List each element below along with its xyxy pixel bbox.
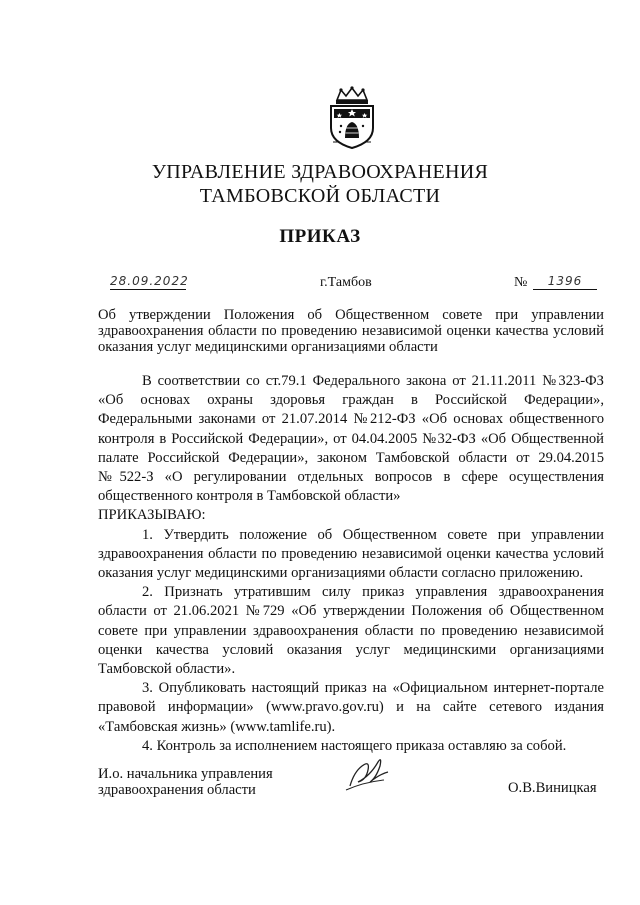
preamble-paragraph: В соответствии со ст.79.1 Федерального закона от 21.11.2011 №323-ФЗ «Об основах охраны здоровья граждан в Российской Федерации», Федеральными законами от 21.07.2014 №212-ФЗ «Об основах общественного контроля в Российской Федерации», от 04.04.2005 №32-ФЗ «Об Общественной палате Российской Федерации», законом Тамбовской области от 29.04.2015 №522-З «О регулировании отдельных вопросов в сфере осуществления общественного контроля в Тамбовской области» [98,373,604,505]
order-word: ПРИКАЗЫВАЮ: [98,507,206,524]
signatory-title-line2: здравоохранения области [98,782,256,798]
signatory-title-line1: И.о. начальника управления [98,766,273,782]
coat-of-arms-icon [325,86,379,150]
signatory-title [98,766,273,798]
date-field [110,272,189,290]
city-label: г.Тамбов [320,275,372,290]
document-type-title: ПРИКАЗ [279,226,361,247]
order-item-4: 4. Контроль за исполнением настоящего приказа оставляю за собой. [142,737,567,754]
number-sign: № [514,275,528,290]
number-value: 1396 [547,274,583,288]
order-item-3: 3. Опубликовать настоящий приказ на «Официальном интернет-портале правовой информации» (www.pravo.gov.ru) и на сайте сетевого издания «Тамбовская жизнь» (www.tamlife.ru). [98,680,604,735]
number-field [533,272,597,290]
org-name-line1: УПРАВЛЕНИЕ ЗДРАВООХРАНЕНИЯ [151,161,489,183]
date-value: 28.09.2022 [110,274,189,288]
signature-icon [340,752,400,794]
order-item-2: 2. Признать утратившим силу приказ управления здравоохранения области от 21.06.2021 №729 «Об утверждении Положения об Общественном совете при управлении здравоохранения области по проведению независимой оценки качества условий оказания услуг медицинскими организациями Тамбовской области». [98,584,604,678]
signatory-name: О.В.Виницкая [508,780,597,796]
org-name-line2: ТАМБОВСКОЙ ОБЛАСТИ [199,185,441,207]
document-body [98,372,604,756]
document-subject: Об утверждении Положения об Общественном совете при управлении здравоохранения области по проведению независимой оценки качества условий оказания услуг медицинскими организациями области [98,307,604,355]
order-item-1: 1. Утвердить положение об Общественном совете при управлении здравоохранения области по проведению независимой оценки качества условий оказания услуг медицинскими организациями области согласно приложению. [98,526,604,582]
